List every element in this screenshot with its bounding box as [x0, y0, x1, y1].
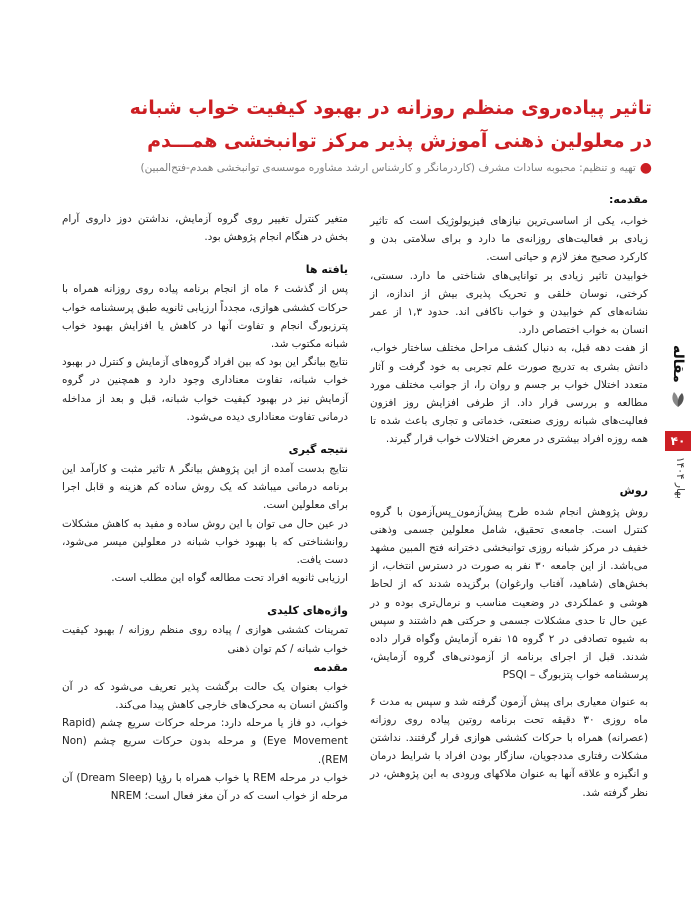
intro-2-paragraph-3: خواب در مرحله REM یا خواب همراه با رؤیا (Dream Sleep) آن مرحله از خواب است که در آن مغز فعال است؛ NREM	[62, 771, 349, 803]
intro-paragraph-2: خوابیدن تاثیر زیادی بر توانایی‌های شناختی ما دارد. سستی، کرختی، نوسان خلقی و تحریک پذیری بیش از اندازه، از نشانه‌های کم خوابیدن و خواب ناکافی اند. حدود ۱,۳ از عمر انسان به خواب اختصاص دارد.	[370, 269, 649, 337]
article-title	[92, 92, 652, 158]
conclusion-paragraph-1: نتایج بدست آمده از این پژوهش بیانگر ۸ تاثیر مثبت و کارآمد این برنامه درمانی میباشد که یک روش ساده کم هزینه و قابل اجرا برای معلولین است.	[62, 463, 348, 512]
conclusion-paragraph-3: ارزیابی ثانویه افراد تحت مطالعه گواه این مطلب است.	[111, 572, 348, 585]
control-variable-paragraph: متغیر کنترل تغییر روی گروه آزمایش، نداشتن دوز داروی آرام بخش در هنگام انجام پژوهش بود.	[62, 213, 348, 244]
leaf-logo-icon	[668, 389, 688, 409]
conclusion-paragraph-2: در عین حال می توان با این روش ساده و مفید به کاهش مشکلات روانشناختی که با بهبود خواب شبانه در معلولین میسر می‌شود، دست یافت.	[62, 517, 348, 567]
method-heading: روش	[619, 483, 648, 497]
method-paragraph: روش پژوهش انجام شده طرح پیش‌آزمون_پس‌آزمون با گروه کنترل است. جامعه‌ی تحقیق، شامل معلولین جسمی وذهنی خفیف در مرکز شبانه روزی توانبخشی دخترانه فتح المبین مشهد می‌باشد. از این جامعه ۳۰ نفر به صورت در دسترس انتخاب، از بخش‌های (شاهید، آفتاب وارغوان) برگزیده شدند که از لحاظ هوشی و عملکردی در وضعیت مناسب و نرمال‌تری بوده و در عین حال تا حدی مشکلات جسمی و حرکتی هم داشتند و سپس به شیوه تصادفی در ۲ گروه ۱۵ نفره آزمایش وگواه قرار داده شدند. قبل از اجرای برنامه از آزمودنی‌های گروه آزمایش، پرسشنامه خواب پتزبورگ – PSQI	[370, 505, 649, 682]
findings-heading: یافته ها	[305, 263, 348, 277]
intro-2-paragraph-2: خواب، دو فاز یا مرحله دارد: مرحله حرکات سریع چشم (Rapid Eye Movement) و مرحله بدون حرکات سریع چشم (Non REM).	[62, 717, 348, 766]
bullet-dot-icon: ●	[639, 160, 652, 176]
right-column	[370, 190, 648, 802]
side-strip	[662, 345, 694, 525]
method-paragraph-2: به عنوان معیاری برای پیش آزمون گرفته شد و سپس به مدت ۶ ماه روزی ۳۰ دقیقه تحت برنامه روتین پیاده روی روزانه (عصرانه) همراه با حرکات کششی هوازی قرار گرفتند. نداشتن مشکلات رفتاری مددجویان، سازگار بودن افراد با شرایط درمان و انگیزه و علاقه آنها به عنوان ملاکهای ورودی به این پژوهش، در نظر گرفته شد.	[370, 695, 648, 799]
article-title-line-1: تاثیر پیاده‌روی منظم روزانه در بهبود کیفیت خواب شبانه	[129, 97, 652, 119]
intro-paragraph-1: خواب، یکی از اساسی‌ترین نیازهای فیزیولوژیک است که تاثیر زیادی بر فعالیت‌های روزانه‌ی ما دارد و برای سلامتی بدن و کارکرد صحیح مغز لازم و حیاتی است.	[370, 215, 648, 264]
page-number: ۴۰	[665, 431, 691, 451]
byline	[92, 160, 652, 176]
issue-label: بهار ۱۴۰۴	[674, 457, 686, 499]
byline-text: تهیه و تنظیم: محبوبه سادات مشرف (کاردرمانگر و کارشناس ارشد مشاوره موسسه‌ی توانبخشی همدم-فتح‌المبین)	[140, 162, 636, 174]
section-label: مقاله	[670, 345, 686, 383]
findings-paragraph-1: پس از گذشت ۶ ماه از انجام برنامه پیاده روی روزانه همراه با حرکات کششی هوازی، مجدداً ارزیابی ثانویه طبق پرسشنامه خواب پترزبورگ انجام و تفاوت آنها در کاهش یا افزایش بهبود خواب شبانه مکتوب شد.	[62, 283, 349, 351]
keywords-heading: واژه‌های کلیدی	[267, 604, 348, 618]
intro-paragraph-3: از هفت دهه قبل، به دنبال کشف مراحل مختلف ساختار خواب، دانش بشری به تدریج صورت علم تجربی به خود گرفت و آثار متعدد اختلال خواب بر جسم و روان را، از جوانب مختلف مورد مطالعه و بررسی قرار داد. از طرفی افزایش روز افزون فعالیت‌های شبانه روزی صنعتی، خدماتی و تجاری باعث شده تا همه روزه افراد بیشتری در معرض اختلالات خواب قرار گیرند.	[370, 342, 648, 446]
keywords-text: تمرینات کششی هوازی / پیاده روی منظم روزانه / بهبود کیفیت خواب شبانه / کم توان ذهنی	[62, 624, 348, 655]
article-title-line-2: در معلولین ذهنی آموزش پذیر مرکز توانبخشی همـــدم	[147, 130, 652, 152]
findings-paragraph-2: نتایج بیانگر این بود که بین افراد گروه‌های آزمایش و کنترل در بهبود خواب شبانه، تفاوت معناداری وجود دارد و همچنین در گروه آزمایش نیز در بهبود کیفیت خواب شبانه، قبل و بعد از مداخله درمانی تفاوت معناداری دیده می‌شود.	[62, 356, 348, 423]
intro-2-heading: مقدمه	[313, 660, 348, 674]
conclusion-heading: نتیجه گیری	[288, 443, 348, 457]
intro-2-paragraph-1: خواب بعنوان یک حالت برگشت پذیر تعریف می‌شود که در آن واکنش انسان به محرک‌های خارجی کاهش پیدا می‌کند.	[62, 680, 348, 712]
intro-heading: مقدمه:	[609, 193, 648, 206]
left-column	[62, 210, 348, 805]
